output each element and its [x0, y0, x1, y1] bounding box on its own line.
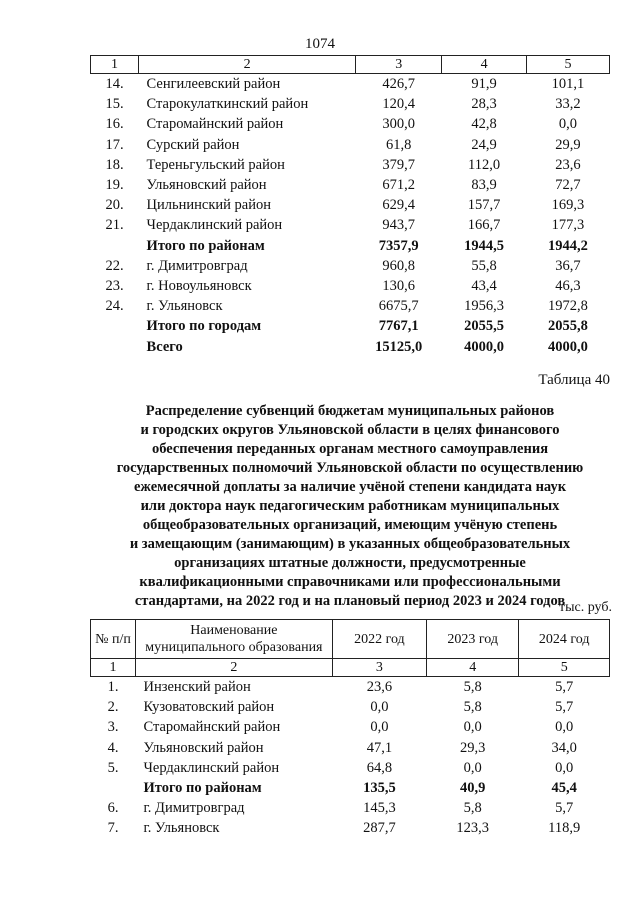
row-number: 21.	[105, 217, 124, 234]
row-number: 6.	[107, 800, 119, 817]
table-row	[91, 818, 610, 838]
row-number	[91, 236, 139, 256]
row-value: 91,9	[471, 76, 497, 93]
row-value: 15125,0	[375, 338, 423, 355]
page-number: 1074	[305, 36, 335, 52]
table-row	[91, 677, 610, 698]
table-row	[91, 155, 610, 175]
row-value: 426,7	[382, 76, 416, 93]
row-value: 120,4	[382, 96, 416, 113]
row-value: 23,6	[366, 679, 393, 696]
row-number: 17.	[105, 136, 124, 153]
row-value: 29,3	[460, 739, 486, 756]
row-name: Сенгилеевский район	[146, 76, 281, 93]
row-number: 1.	[107, 679, 119, 696]
row-value: 0,0	[463, 759, 482, 776]
header-2022: 2022 год	[332, 620, 426, 659]
table-row	[91, 195, 610, 215]
row-number	[91, 336, 139, 356]
column-number-row	[91, 659, 610, 677]
heading-line: и городских округов Ульяновской области в целях финансового	[140, 422, 560, 438]
table-row	[91, 215, 610, 235]
table-40	[90, 619, 610, 839]
row-value: 42,8	[471, 116, 497, 133]
table-row	[91, 276, 610, 296]
column-number: 4	[427, 659, 519, 677]
row-value: 47,1	[366, 739, 393, 756]
row-value: 1944,5	[464, 237, 505, 254]
row-value: 46,3	[555, 277, 581, 294]
row-value: 33,2	[555, 96, 581, 113]
table-row	[91, 717, 610, 737]
row-value: 72,7	[555, 177, 581, 194]
row-value: 169,3	[551, 197, 585, 214]
row-value: 130,6	[382, 277, 416, 294]
row-value: 943,7	[382, 217, 416, 234]
row-value: 0,0	[558, 116, 578, 133]
heading-line: ежемесячной доплаты за наличие учёной степени кандидата наук	[133, 479, 567, 495]
column-number: 2	[136, 659, 333, 677]
row-number: 20.	[105, 197, 124, 214]
table-row	[91, 758, 610, 778]
row-value: 24,9	[471, 136, 497, 153]
row-value: 45,4	[551, 780, 577, 797]
column-number-row	[91, 56, 610, 74]
heading-line: и замещающим (занимающим) в указанных общеобразовательных	[129, 536, 571, 552]
heading-line: квалификационными справочниками или профессиональными	[139, 574, 561, 590]
heading-line: организациях штатные должности, предусмотренные	[174, 555, 526, 571]
header-name: Наименование муниципального образования	[136, 620, 333, 659]
row-name: Сурский район	[146, 136, 240, 153]
row-value: 34,0	[551, 739, 577, 756]
row-value: 23,6	[555, 156, 581, 173]
row-value: 1972,8	[548, 298, 588, 315]
total-row	[91, 236, 610, 256]
table-row	[91, 94, 610, 114]
row-name: Ульяновский район	[143, 739, 264, 756]
row-value: 101,1	[551, 76, 585, 93]
row-value: 2055,8	[548, 318, 588, 335]
table-row	[91, 798, 610, 818]
row-value: 112,0	[468, 156, 501, 173]
row-number: 19.	[105, 177, 124, 194]
row-value: 43,4	[471, 277, 497, 294]
table-row	[91, 296, 610, 316]
heading-line: государственных полномочий Ульяновской области по осуществлению	[116, 460, 584, 476]
row-value: 287,7	[363, 820, 396, 837]
row-number: 23.	[105, 277, 124, 294]
table-body	[91, 677, 610, 839]
column-number: 5	[519, 659, 610, 677]
row-name: Итого по районам	[143, 780, 262, 797]
row-value: 118,9	[548, 820, 581, 837]
row-value: 40,9	[460, 780, 486, 797]
column-number: 2	[139, 56, 356, 74]
column-number: 1	[91, 56, 139, 74]
row-number: 16.	[105, 116, 124, 133]
row-name: Чердаклинский район	[143, 759, 280, 776]
row-value: 5,8	[463, 800, 482, 817]
row-value: 4000,0	[464, 338, 505, 355]
row-value: 61,8	[386, 136, 412, 153]
row-value: 629,4	[382, 197, 416, 214]
table-row	[91, 74, 610, 95]
row-number	[91, 316, 139, 336]
header-2024: 2024 год	[519, 620, 610, 659]
row-name: г. Димитровград	[146, 257, 248, 274]
row-number: 3.	[107, 719, 119, 736]
row-value: 0,0	[370, 719, 389, 736]
row-value: 0,0	[370, 699, 389, 716]
row-name: Старокулаткинский район	[146, 96, 309, 113]
row-value: 1944,2	[548, 237, 588, 254]
row-value: 157,7	[467, 197, 501, 214]
row-name: Цильнинский район	[146, 197, 271, 214]
table-row	[91, 175, 610, 195]
row-value: 135,5	[363, 780, 396, 797]
row-value: 2055,5	[464, 318, 505, 335]
row-number: 4.	[107, 739, 119, 756]
table-row	[91, 135, 610, 155]
total-row	[91, 316, 610, 336]
table-heading	[80, 402, 620, 611]
row-value: 145,3	[363, 800, 396, 817]
row-name: Старомайнский район	[143, 719, 281, 736]
row-value: 960,8	[382, 257, 416, 274]
row-value: 6675,7	[378, 298, 419, 315]
row-value: 5,7	[555, 699, 574, 716]
header-2023: 2023 год	[427, 620, 519, 659]
row-number: 5.	[107, 759, 119, 776]
row-value: 64,8	[366, 759, 393, 776]
row-number: 24.	[105, 298, 124, 315]
row-number: 2.	[107, 699, 119, 716]
table-continuation	[90, 55, 610, 357]
row-number: 7.	[107, 820, 119, 837]
table-body	[91, 74, 610, 357]
row-value: 0,0	[463, 719, 482, 736]
row-name: Итого по районам	[146, 237, 265, 254]
row-value: 0,0	[555, 719, 574, 736]
row-value: 29,9	[555, 136, 581, 153]
row-number	[91, 778, 136, 798]
column-number: 3	[356, 56, 442, 74]
row-value: 36,7	[555, 257, 581, 274]
row-value: 5,7	[555, 679, 574, 696]
row-value: 300,0	[382, 116, 416, 133]
row-name: г. Димитровград	[143, 800, 245, 817]
row-number: 18.	[105, 156, 124, 173]
row-name: г. Новоульяновск	[146, 277, 252, 294]
row-name: Тереньгульский район	[146, 156, 285, 173]
column-number: 1	[91, 659, 136, 677]
column-number: 5	[526, 56, 609, 74]
row-value: 5,8	[463, 679, 482, 696]
row-number: 14.	[105, 76, 124, 93]
heading-line: общеобразовательных организаций, имеющим учёную степень	[142, 517, 558, 533]
row-name: Кузоватовский район	[143, 699, 275, 716]
column-number: 3	[332, 659, 426, 677]
row-number: 22.	[105, 257, 124, 274]
table-row	[91, 697, 610, 717]
row-value: 55,8	[471, 257, 497, 274]
row-value: 28,3	[471, 96, 497, 113]
row-value: 177,3	[551, 217, 585, 234]
heading-line: или доктора наук педагогическим работникам муниципальных	[140, 498, 560, 514]
row-value: 5,8	[463, 699, 482, 716]
row-name: г. Ульяновск	[143, 820, 220, 837]
row-value: 166,7	[467, 217, 501, 234]
row-value: 5,7	[555, 800, 574, 817]
row-value: 379,7	[382, 156, 416, 173]
row-value: 83,9	[471, 177, 497, 194]
row-name: Итого по городам	[146, 318, 262, 335]
header-row	[91, 620, 610, 659]
unit-label: тыс. руб.	[559, 600, 612, 615]
total-row	[91, 778, 610, 798]
row-value: 7767,1	[378, 318, 419, 335]
row-value: 1956,3	[464, 298, 505, 315]
heading-line: Распределение субвенций бюджетам муниципальных районов	[145, 403, 555, 419]
heading-line: стандартами, на 2022 год и на плановый период 2023 и 2024 годов	[134, 593, 566, 609]
row-number: 15.	[105, 96, 124, 113]
row-name: Чердаклинский район	[146, 217, 283, 234]
row-value: 7357,9	[378, 237, 419, 254]
row-value: 671,2	[382, 177, 416, 194]
table-row	[91, 738, 610, 758]
row-value: 0,0	[555, 759, 574, 776]
row-value: 123,3	[456, 820, 490, 837]
row-value: 4000,0	[548, 338, 588, 355]
heading-line: обеспечения переданных органам местного самоуправления	[151, 441, 549, 457]
row-name: Инзенский район	[143, 679, 251, 696]
table-label: Таблица 40	[538, 372, 610, 388]
row-name: Ульяновский район	[146, 177, 267, 194]
column-number: 4	[442, 56, 527, 74]
total-row	[91, 336, 610, 356]
header-num: № п/п	[91, 620, 136, 659]
table-row	[91, 114, 610, 134]
row-name: Всего	[146, 338, 183, 355]
table-row	[91, 256, 610, 276]
row-name: Старомайнский район	[146, 116, 284, 133]
row-name: г. Ульяновск	[146, 298, 223, 315]
